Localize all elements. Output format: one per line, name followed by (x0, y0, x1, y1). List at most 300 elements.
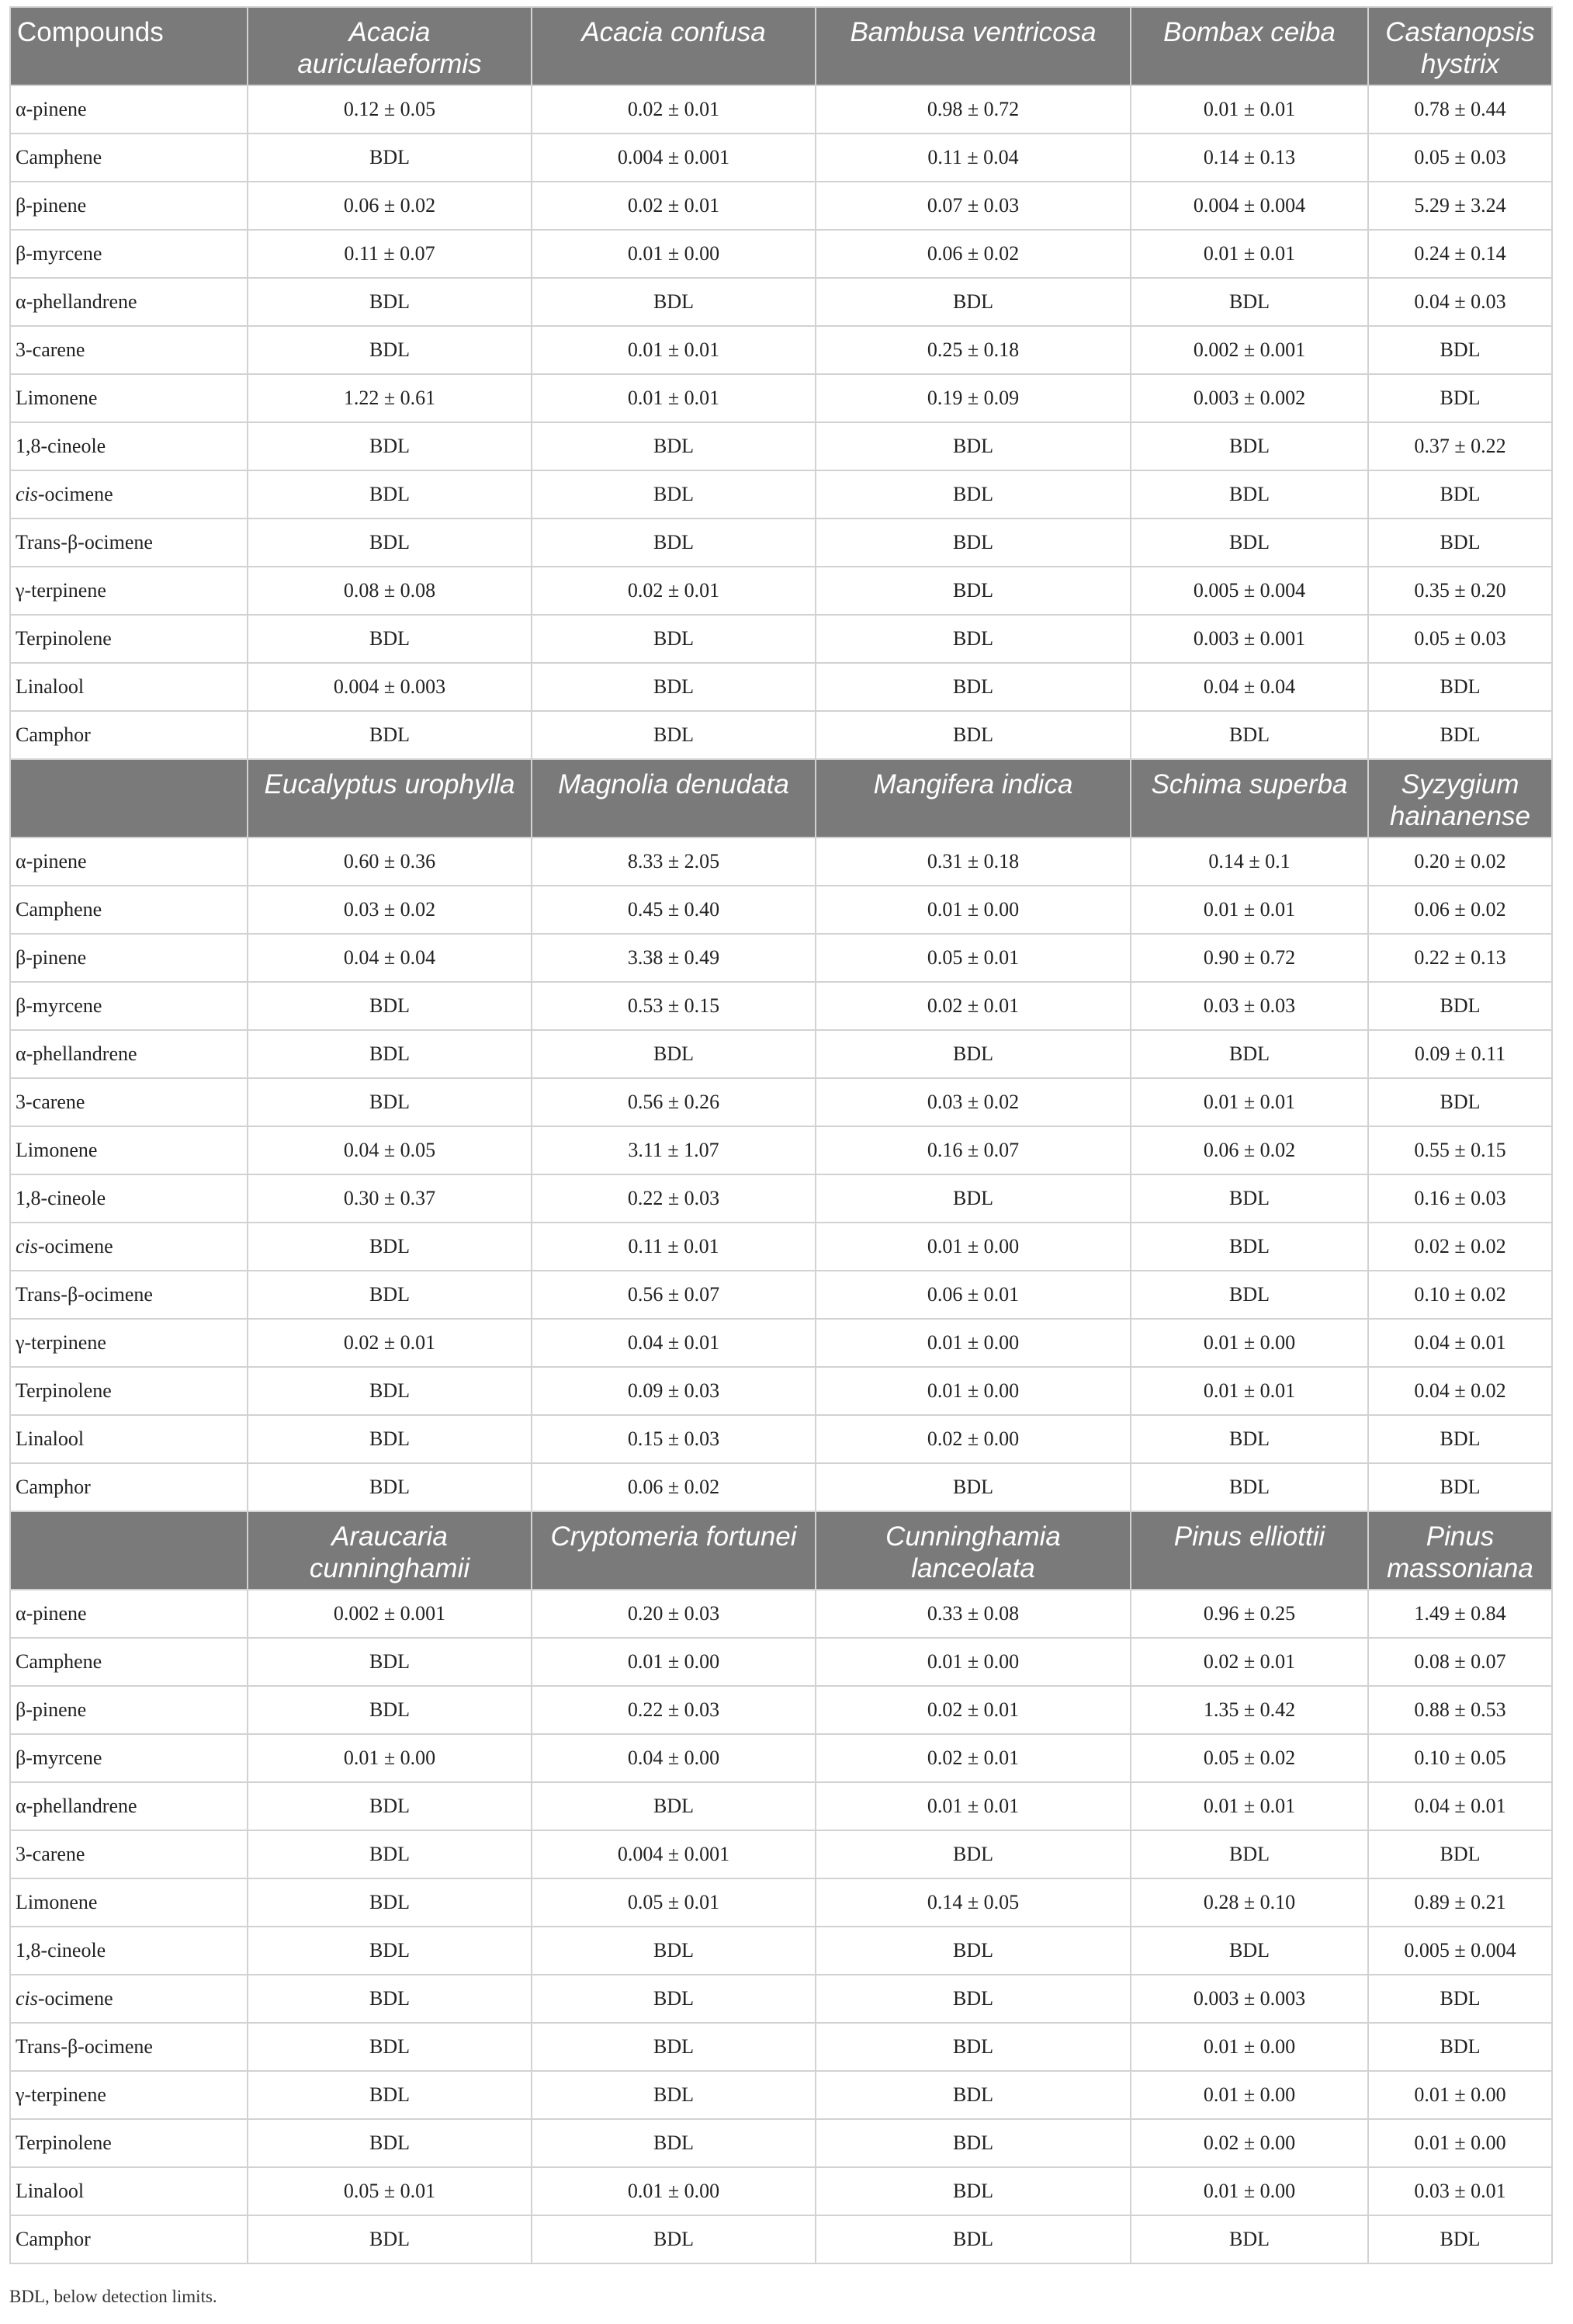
value-cell: BDL (1368, 1078, 1552, 1126)
header-compounds (10, 1511, 248, 1590)
value-cell: BDL (532, 1927, 816, 1975)
value-cell: BDL (1368, 982, 1552, 1030)
value-cell: BDL (532, 278, 816, 326)
value-cell: 0.16 ± 0.07 (816, 1126, 1131, 1174)
value-cell: BDL (816, 2071, 1131, 2119)
value-cell: 0.22 ± 0.13 (1368, 934, 1552, 982)
value-cell: BDL (532, 422, 816, 470)
value-cell: 0.98 ± 0.72 (816, 85, 1131, 134)
value-cell: 0.02 ± 0.02 (1368, 1223, 1552, 1271)
value-cell: 0.22 ± 0.03 (532, 1686, 816, 1734)
table-row (10, 934, 1552, 982)
value-cell: BDL (816, 2215, 1131, 2263)
compound-name: Trans-β-ocimene (10, 2023, 248, 2071)
value-cell: BDL (532, 1030, 816, 1078)
compound-name: β-myrcene (10, 230, 248, 278)
value-cell: 0.08 ± 0.08 (248, 567, 532, 615)
value-cell: 0.01 ± 0.00 (1368, 2119, 1552, 2167)
value-cell: BDL (532, 2119, 816, 2167)
value-cell: BDL (248, 134, 532, 182)
compound-name: 1,8-cineole (10, 422, 248, 470)
value-cell: 0.01 ± 0.01 (532, 326, 816, 374)
value-cell: BDL (248, 326, 532, 374)
value-cell: BDL (248, 711, 532, 759)
compound-name: α-pinene (10, 838, 248, 886)
value-cell: 0.01 ± 0.01 (816, 1782, 1131, 1830)
value-cell: 0.05 ± 0.01 (816, 934, 1131, 982)
value-cell: 0.30 ± 0.37 (248, 1174, 532, 1223)
value-cell: BDL (248, 1782, 532, 1830)
table-row (10, 2071, 1552, 2119)
compound-name: β-pinene (10, 934, 248, 982)
value-cell: 0.11 ± 0.04 (816, 134, 1131, 182)
value-cell: 0.09 ± 0.03 (532, 1367, 816, 1415)
value-cell: 0.05 ± 0.02 (1131, 1734, 1368, 1782)
value-cell: 0.11 ± 0.01 (532, 1223, 816, 1271)
value-cell: 0.24 ± 0.14 (1368, 230, 1552, 278)
compound-name: α-pinene (10, 85, 248, 134)
value-cell: 0.01 ± 0.00 (1131, 2023, 1368, 2071)
value-cell: BDL (1131, 1271, 1368, 1319)
value-cell: 0.01 ± 0.01 (1131, 1782, 1368, 1830)
value-cell: 0.04 ± 0.05 (248, 1126, 532, 1174)
compound-name: Terpinolene (10, 2119, 248, 2167)
compound-name: cis-ocimene (10, 470, 248, 519)
value-cell: BDL (1368, 1463, 1552, 1511)
value-cell: BDL (532, 2215, 816, 2263)
value-cell: BDL (816, 1830, 1131, 1878)
header-species: Araucaria cunninghamii (248, 1511, 532, 1590)
value-cell: 0.06 ± 0.02 (248, 182, 532, 230)
table-row (10, 1830, 1552, 1878)
value-cell: 0.06 ± 0.01 (816, 1271, 1131, 1319)
value-cell: 0.09 ± 0.11 (1368, 1030, 1552, 1078)
value-cell: 0.04 ± 0.03 (1368, 278, 1552, 326)
value-cell: 0.08 ± 0.07 (1368, 1638, 1552, 1686)
value-cell: 0.33 ± 0.08 (816, 1590, 1131, 1638)
table-row (10, 1030, 1552, 1078)
value-cell: BDL (1131, 278, 1368, 326)
value-cell: 1.35 ± 0.42 (1131, 1686, 1368, 1734)
value-cell: 0.25 ± 0.18 (816, 326, 1131, 374)
value-cell: BDL (248, 1878, 532, 1927)
section-header-row (10, 7, 1552, 85)
header-species: Cunninghamia lanceolata (816, 1511, 1131, 1590)
value-cell: BDL (1368, 1975, 1552, 2023)
value-cell: BDL (248, 1463, 532, 1511)
value-cell: 0.04 ± 0.04 (248, 934, 532, 982)
table-row (10, 711, 1552, 759)
value-cell: 0.02 ± 0.00 (1131, 2119, 1368, 2167)
table-row (10, 134, 1552, 182)
value-cell: 0.03 ± 0.02 (248, 886, 532, 934)
value-cell: 0.01 ± 0.00 (816, 1367, 1131, 1415)
table-container (9, 6, 1551, 2264)
compound-name: β-myrcene (10, 982, 248, 1030)
value-cell: BDL (1368, 2023, 1552, 2071)
value-cell: 0.003 ± 0.001 (1131, 615, 1368, 663)
header-species: Castanopsis hystrix (1368, 7, 1552, 85)
value-cell: BDL (816, 2023, 1131, 2071)
value-cell: BDL (248, 2215, 532, 2263)
value-cell: BDL (816, 470, 1131, 519)
table-row (10, 2023, 1552, 2071)
table-row (10, 1271, 1552, 1319)
value-cell: 0.01 ± 0.01 (1131, 1367, 1368, 1415)
value-cell: BDL (248, 1830, 532, 1878)
value-cell: 0.003 ± 0.003 (1131, 1975, 1368, 2023)
table-row (10, 1078, 1552, 1126)
header-species: Schima superba (1131, 759, 1368, 838)
value-cell: 0.002 ± 0.001 (1131, 326, 1368, 374)
value-cell: 0.02 ± 0.01 (532, 567, 816, 615)
value-cell: 0.01 ± 0.00 (248, 1734, 532, 1782)
value-cell: 0.01 ± 0.00 (816, 886, 1131, 934)
value-cell: 0.10 ± 0.02 (1368, 1271, 1552, 1319)
compound-name: α-phellandrene (10, 1030, 248, 1078)
value-cell: 0.12 ± 0.05 (248, 85, 532, 134)
value-cell: 0.07 ± 0.03 (816, 182, 1131, 230)
value-cell: 0.37 ± 0.22 (1368, 422, 1552, 470)
value-cell: BDL (248, 1223, 532, 1271)
value-cell: 0.01 ± 0.00 (1131, 1319, 1368, 1367)
header-species: Eucalyptus urophylla (248, 759, 532, 838)
value-cell: 0.004 ± 0.001 (532, 134, 816, 182)
value-cell: BDL (816, 1975, 1131, 2023)
value-cell: 0.004 ± 0.003 (248, 663, 532, 711)
value-cell: BDL (1131, 711, 1368, 759)
value-cell: 0.03 ± 0.03 (1131, 982, 1368, 1030)
compound-name: 3-carene (10, 326, 248, 374)
table-row (10, 567, 1552, 615)
compound-name: Limonene (10, 1126, 248, 1174)
table-row (10, 1734, 1552, 1782)
value-cell: BDL (248, 2071, 532, 2119)
compound-name: β-pinene (10, 1686, 248, 1734)
value-cell: 1.49 ± 0.84 (1368, 1590, 1552, 1638)
compound-name: γ-terpinene (10, 2071, 248, 2119)
value-cell: 0.56 ± 0.26 (532, 1078, 816, 1126)
compound-name: 3-carene (10, 1830, 248, 1878)
value-cell: 0.06 ± 0.02 (1368, 886, 1552, 934)
table-row (10, 1367, 1552, 1415)
value-cell: 0.01 ± 0.00 (1131, 2167, 1368, 2215)
value-cell: 0.06 ± 0.02 (532, 1463, 816, 1511)
value-cell: BDL (248, 982, 532, 1030)
value-cell: BDL (1131, 1030, 1368, 1078)
value-cell: 0.20 ± 0.03 (532, 1590, 816, 1638)
table-row (10, 519, 1552, 567)
value-cell: 0.28 ± 0.10 (1131, 1878, 1368, 1927)
value-cell: 0.55 ± 0.15 (1368, 1126, 1552, 1174)
compound-name: 1,8-cineole (10, 1174, 248, 1223)
value-cell: 0.35 ± 0.20 (1368, 567, 1552, 615)
value-cell: BDL (1131, 1223, 1368, 1271)
value-cell: 0.04 ± 0.01 (532, 1319, 816, 1367)
value-cell: BDL (248, 1367, 532, 1415)
value-cell: BDL (1131, 2215, 1368, 2263)
value-cell: BDL (816, 1463, 1131, 1511)
header-species: Pinus massoniana (1368, 1511, 1552, 1590)
value-cell: 0.10 ± 0.05 (1368, 1734, 1552, 1782)
table-row (10, 1927, 1552, 1975)
value-cell: 0.01 ± 0.00 (532, 2167, 816, 2215)
value-cell: 0.14 ± 0.05 (816, 1878, 1131, 1927)
table-row (10, 982, 1552, 1030)
table-row (10, 2167, 1552, 2215)
value-cell: 0.14 ± 0.13 (1131, 134, 1368, 182)
section-header-row (10, 759, 1552, 838)
value-cell: BDL (816, 567, 1131, 615)
value-cell: BDL (532, 711, 816, 759)
value-cell: BDL (1131, 1174, 1368, 1223)
value-cell: 0.01 ± 0.00 (816, 1223, 1131, 1271)
table-row (10, 1975, 1552, 2023)
value-cell: 0.01 ± 0.00 (532, 1638, 816, 1686)
table-row (10, 230, 1552, 278)
compound-name: cis-ocimene (10, 1975, 248, 2023)
value-cell: BDL (248, 1975, 532, 2023)
value-cell: 0.02 ± 0.01 (532, 182, 816, 230)
value-cell: 0.01 ± 0.01 (532, 374, 816, 422)
value-cell: BDL (532, 615, 816, 663)
compound-name: Trans-β-ocimene (10, 1271, 248, 1319)
value-cell: BDL (248, 1686, 532, 1734)
value-cell: 0.005 ± 0.004 (1131, 567, 1368, 615)
value-cell: 0.004 ± 0.004 (1131, 182, 1368, 230)
value-cell: BDL (1131, 470, 1368, 519)
value-cell: BDL (248, 1415, 532, 1463)
value-cell: BDL (532, 1975, 816, 2023)
table-row (10, 1782, 1552, 1830)
compound-name: cis-ocimene (10, 1223, 248, 1271)
table-row (10, 1415, 1552, 1463)
value-cell: BDL (816, 422, 1131, 470)
value-cell: 0.04 ± 0.01 (1368, 1782, 1552, 1830)
value-cell: BDL (1368, 663, 1552, 711)
value-cell: 0.06 ± 0.02 (816, 230, 1131, 278)
value-cell: BDL (1368, 326, 1552, 374)
compound-name: Trans-β-ocimene (10, 519, 248, 567)
table-row (10, 1174, 1552, 1223)
value-cell: 0.02 ± 0.01 (816, 1734, 1131, 1782)
value-cell: 0.01 ± 0.01 (1131, 230, 1368, 278)
value-cell: 0.60 ± 0.36 (248, 838, 532, 886)
table-row (10, 1590, 1552, 1638)
value-cell: 0.78 ± 0.44 (1368, 85, 1552, 134)
value-cell: 0.01 ± 0.00 (1368, 2071, 1552, 2119)
value-cell: 0.003 ± 0.002 (1131, 374, 1368, 422)
compound-name: Camphene (10, 134, 248, 182)
value-cell: 0.01 ± 0.00 (1131, 2071, 1368, 2119)
value-cell: BDL (816, 711, 1131, 759)
value-cell: 0.05 ± 0.01 (532, 1878, 816, 1927)
value-cell: BDL (816, 2119, 1131, 2167)
compound-name: β-myrcene (10, 1734, 248, 1782)
value-cell: 0.02 ± 0.01 (532, 85, 816, 134)
value-cell: BDL (248, 1030, 532, 1078)
value-cell: BDL (248, 2119, 532, 2167)
value-cell: BDL (1131, 422, 1368, 470)
compound-name: γ-terpinene (10, 1319, 248, 1367)
value-cell: BDL (1131, 1927, 1368, 1975)
value-cell: BDL (532, 470, 816, 519)
value-cell: BDL (248, 470, 532, 519)
table-footnote: BDL, below detection limits. (9, 2287, 217, 2306)
value-cell: 0.19 ± 0.09 (816, 374, 1131, 422)
value-cell: 0.45 ± 0.40 (532, 886, 816, 934)
table-row (10, 2119, 1552, 2167)
table-row (10, 1223, 1552, 1271)
value-cell: BDL (248, 1927, 532, 1975)
value-cell: BDL (1368, 470, 1552, 519)
table-row (10, 1463, 1552, 1511)
header-species: Bambusa ventricosa (816, 7, 1131, 85)
value-cell: BDL (248, 1638, 532, 1686)
table-row (10, 85, 1552, 134)
value-cell: 0.15 ± 0.03 (532, 1415, 816, 1463)
compound-name: Camphor (10, 2215, 248, 2263)
header-compounds (10, 759, 248, 838)
table-row (10, 1878, 1552, 1927)
value-cell: 0.53 ± 0.15 (532, 982, 816, 1030)
value-cell: BDL (248, 519, 532, 567)
value-cell: BDL (1131, 1463, 1368, 1511)
value-cell: 0.002 ± 0.001 (248, 1590, 532, 1638)
value-cell: 0.04 ± 0.02 (1368, 1367, 1552, 1415)
value-cell: BDL (1131, 519, 1368, 567)
value-cell: BDL (816, 278, 1131, 326)
table-row (10, 838, 1552, 886)
value-cell: BDL (1368, 519, 1552, 567)
value-cell: BDL (248, 2023, 532, 2071)
value-cell: BDL (1131, 1830, 1368, 1878)
compound-name: Terpinolene (10, 1367, 248, 1415)
value-cell: BDL (1131, 1415, 1368, 1463)
value-cell: 0.04 ± 0.00 (532, 1734, 816, 1782)
value-cell: 0.90 ± 0.72 (1131, 934, 1368, 982)
table-body (10, 7, 1552, 2263)
value-cell: 0.11 ± 0.07 (248, 230, 532, 278)
table-row (10, 663, 1552, 711)
value-cell: 0.88 ± 0.53 (1368, 1686, 1552, 1734)
value-cell: BDL (248, 615, 532, 663)
compound-name: Terpinolene (10, 615, 248, 663)
table-row (10, 1126, 1552, 1174)
table-row (10, 1686, 1552, 1734)
compound-name: 3-carene (10, 1078, 248, 1126)
value-cell: BDL (532, 663, 816, 711)
header-compounds: Compounds (10, 7, 248, 85)
compound-name: Linalool (10, 1415, 248, 1463)
header-species: Acacia auriculaeformis (248, 7, 532, 85)
header-species: Mangifera indica (816, 759, 1131, 838)
table-row (10, 182, 1552, 230)
value-cell: 0.03 ± 0.02 (816, 1078, 1131, 1126)
value-cell: BDL (532, 1782, 816, 1830)
compound-name: 1,8-cineole (10, 1927, 248, 1975)
value-cell: 0.96 ± 0.25 (1131, 1590, 1368, 1638)
value-cell: 3.38 ± 0.49 (532, 934, 816, 982)
header-species: Magnolia denudata (532, 759, 816, 838)
value-cell: BDL (816, 1927, 1131, 1975)
table-row (10, 470, 1552, 519)
table-row (10, 278, 1552, 326)
table-row (10, 886, 1552, 934)
table-row (10, 2215, 1552, 2263)
value-cell: BDL (816, 519, 1131, 567)
value-cell: BDL (248, 422, 532, 470)
value-cell: 0.004 ± 0.001 (532, 1830, 816, 1878)
value-cell: 0.56 ± 0.07 (532, 1271, 816, 1319)
value-cell: BDL (532, 519, 816, 567)
value-cell: 0.02 ± 0.01 (816, 1686, 1131, 1734)
value-cell: BDL (1368, 1830, 1552, 1878)
compound-name: Camphor (10, 1463, 248, 1511)
value-cell: 0.02 ± 0.01 (816, 982, 1131, 1030)
value-cell: BDL (1368, 711, 1552, 759)
compound-name: α-phellandrene (10, 278, 248, 326)
value-cell: 0.005 ± 0.004 (1368, 1927, 1552, 1975)
table-row (10, 422, 1552, 470)
value-cell: 0.05 ± 0.01 (248, 2167, 532, 2215)
value-cell: 0.20 ± 0.02 (1368, 838, 1552, 886)
compound-name: Camphene (10, 886, 248, 934)
value-cell: 0.05 ± 0.03 (1368, 615, 1552, 663)
value-cell: BDL (816, 2167, 1131, 2215)
value-cell: BDL (1368, 374, 1552, 422)
value-cell: 0.03 ± 0.01 (1368, 2167, 1552, 2215)
compound-name: Linalool (10, 2167, 248, 2215)
value-cell: BDL (816, 615, 1131, 663)
value-cell: 0.01 ± 0.01 (1131, 1078, 1368, 1126)
value-cell: 0.02 ± 0.00 (816, 1415, 1131, 1463)
table-row (10, 326, 1552, 374)
value-cell: 0.02 ± 0.01 (248, 1319, 532, 1367)
table-row (10, 374, 1552, 422)
value-cell: BDL (532, 2071, 816, 2119)
header-species: Pinus elliottii (1131, 1511, 1368, 1590)
compound-name: α-pinene (10, 1590, 248, 1638)
value-cell: 0.01 ± 0.01 (1131, 85, 1368, 134)
header-species: Syzygium hainanense (1368, 759, 1552, 838)
compound-name: Limonene (10, 374, 248, 422)
value-cell: 5.29 ± 3.24 (1368, 182, 1552, 230)
value-cell: BDL (248, 278, 532, 326)
value-cell: BDL (248, 1078, 532, 1126)
value-cell: 0.04 ± 0.01 (1368, 1319, 1552, 1367)
compound-name: Camphene (10, 1638, 248, 1686)
value-cell: BDL (1368, 1415, 1552, 1463)
value-cell: 0.89 ± 0.21 (1368, 1878, 1552, 1927)
compound-name: Limonene (10, 1878, 248, 1927)
compound-name: γ-terpinene (10, 567, 248, 615)
value-cell: 0.22 ± 0.03 (532, 1174, 816, 1223)
value-cell: BDL (816, 1030, 1131, 1078)
value-cell: 3.11 ± 1.07 (532, 1126, 816, 1174)
section-header-row (10, 1511, 1552, 1590)
compounds-table (9, 6, 1553, 2264)
header-species: Bombax ceiba (1131, 7, 1368, 85)
value-cell: 0.01 ± 0.01 (1131, 886, 1368, 934)
value-cell: 0.05 ± 0.03 (1368, 134, 1552, 182)
table-row (10, 1638, 1552, 1686)
value-cell: BDL (248, 1271, 532, 1319)
header-species: Cryptomeria fortunei (532, 1511, 816, 1590)
compound-name: Linalool (10, 663, 248, 711)
table-row (10, 1319, 1552, 1367)
value-cell: 8.33 ± 2.05 (532, 838, 816, 886)
